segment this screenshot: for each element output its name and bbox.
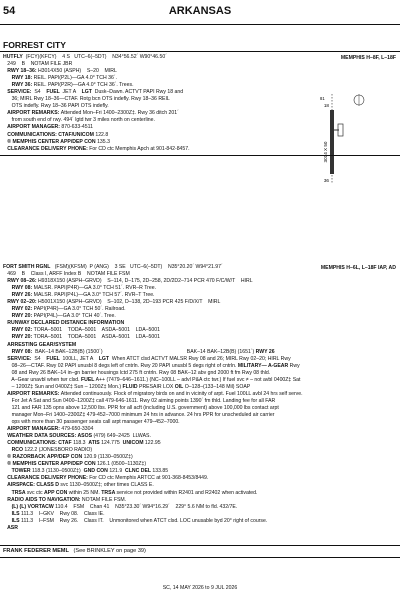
entry-text: RWY 18: <box>3 75 34 82</box>
entry-text: REIL. PAPI(P2L)—GA 4.0° TCH 36´. <box>33 75 117 82</box>
entry-text: 121.9 <box>109 468 126 475</box>
hutfly-airport-diagram <box>273 90 383 188</box>
entry-line <box>3 124 190 131</box>
entry-text: within 25 NM. <box>68 489 102 496</box>
entry-text: CLNC DEL <box>125 468 153 475</box>
entry-text: 08–26—CTAF. Rwy 02 PAPI unusbl 8 degs left of cntrln. Rwy 20 PAPI unusbl 5 degs right of cntrln. <box>3 362 238 369</box>
entry-text: FORT SMITH RGNL <box>3 264 51 270</box>
entry-text: A++ (7479–646–1611.) (NC–100LL – advl P&A ctc twr.) If fuel svc ≠ – not avbl 0400Z‡ Sat <box>94 376 301 383</box>
entry-text: service not provided within R2401 and R2402 when activated. <box>116 489 258 496</box>
entry-text: Attended continuously. Flock of migratory birds on and in vicinity of arpt. Fuel 100LL avbl 24 hrs self serve. <box>60 390 303 397</box>
entry-line <box>3 398 303 405</box>
entry-text: PAPI(P4L)—GA 3.0° TCH 40´. Tree. <box>33 313 116 320</box>
page-number: 54 <box>3 5 16 17</box>
entry-text: ® MEMPHIS CENTER APP/DEP CON <box>3 461 98 468</box>
entry-line <box>3 285 303 292</box>
entry-text: svc ctc <box>26 489 44 496</box>
entry-text: 118.3 (1130–0500Z‡) <box>32 468 84 475</box>
entry-text: FUEL <box>81 376 95 383</box>
entry-text: For CD ctc Memphis ARTCC at 901-368-8453/8449. <box>89 475 209 482</box>
entry-text: OIL <box>174 383 184 390</box>
entry-text: RWY 20: <box>3 334 34 341</box>
entry-line <box>3 110 190 117</box>
entry-text: RADIO AIDS TO NAVIGATION: <box>3 496 82 503</box>
entry-line <box>3 75 190 82</box>
entry-text: H3014X50 (ASPH) S–20 MIRL <box>37 68 117 75</box>
entry-text: FUEL <box>46 89 62 96</box>
entry-text: MILITARY— A-GEAR <box>237 362 289 369</box>
entry-line <box>3 61 190 68</box>
entry-line <box>3 504 303 511</box>
runway-end-36-label: 36 <box>323 178 329 183</box>
entry-line <box>3 525 303 532</box>
page-header <box>0 0 400 25</box>
entry-line <box>3 82 190 89</box>
runway-18-36 <box>330 110 334 174</box>
entry-text: ARRESTING GEAR/SYSTEM <box>3 341 77 348</box>
entry-text: BAK–14 BAK–12B(B) (1500´) BAK–14 BAK–12B(B) (1651´) <box>33 348 256 355</box>
entry-text: (See BRINKLEY on page 39) <box>68 548 146 554</box>
entry-text: When ATCT clsd ACTVT MALSR Rwy 08 and 26; MIRL Rwy 02–20; HIRL Rwy <box>110 355 291 362</box>
entry-text: RUNWAY DECLARED DISTANCE INFORMATION <box>3 320 125 327</box>
entry-text: FRANK FEDERER MEML <box>3 548 69 554</box>
entry-text: RWY 08: <box>3 348 34 355</box>
entry-text: ® MEMPHIS CENTER APP/DEP CON <box>3 138 98 145</box>
entry-text: RCO <box>3 447 25 454</box>
entry-text: For CD ctc Memphis Apch at 901-842-8457. <box>89 145 190 152</box>
entry-text: CLEARANCE DELIVERY PHONE: <box>3 475 90 482</box>
city-heading: FORREST CITY <box>3 40 67 50</box>
hutfly-airport-entry <box>3 54 190 153</box>
entry-text: 135.3 <box>97 138 110 145</box>
entry-text: 118.3 <box>73 440 89 447</box>
entry-line <box>3 264 303 271</box>
entry-text: 100LL, JET A <box>61 355 99 362</box>
entry-line <box>3 271 303 278</box>
entry-line <box>3 384 303 391</box>
entry-text: SERVICE: <box>3 355 33 362</box>
entry-text: Rwy <box>288 362 300 369</box>
entry-text: A–Gear unavbl when twr clsd. <box>3 376 82 383</box>
entry-text: (L) (L) VORTACW <box>3 503 56 510</box>
entry-line <box>3 363 303 370</box>
entry-text: For Jet A Sat and Sun 0400–1200Z‡ call 479-646-1611. Rwy 02 aiming points 1390´ fm thld. Landing fee for all FAR <box>3 397 276 404</box>
entry-text: 36; MIRL Rwy 18–36—CTAF. Rotg bcn OTS indefly. Rwy 18–36 REIL <box>3 96 170 103</box>
entry-text: TORA–5001 TODA–5001 ASDA–5001 LDA–5001 <box>33 327 160 334</box>
entry-text: PAPI(P4R)—GA 3.0° TCH 50´. Railroad. <box>33 306 126 313</box>
entry-text: RWY 02: <box>3 306 34 313</box>
entry-text: – 1200Z‡ Sun and 0400Z‡ Sun – 1200Z‡ Mon.) <box>3 383 123 390</box>
entry-text: CLEARANCE DELIVERY PHONE: <box>3 145 90 152</box>
runway-end-elevation: 81 <box>320 96 325 101</box>
runway-end-18-label: 18 <box>323 103 329 108</box>
entry-text: ILS <box>3 510 21 517</box>
divider <box>0 155 400 156</box>
entry-text: 122.95 <box>144 440 161 447</box>
entry-text: TORA–5001 TODA–5001 ASDA–5001 LDA–5001 <box>33 334 160 341</box>
entry-text: NOTAM FILE FSM. <box>81 496 127 503</box>
entry-line <box>3 419 303 426</box>
entry-line <box>3 356 303 363</box>
entry-line <box>3 103 190 110</box>
entry-line <box>3 117 190 124</box>
entry-line <box>3 342 303 349</box>
entry-text: RWY 08–26: <box>3 278 38 285</box>
entry-line <box>3 475 303 482</box>
entry-text: (479) 649–2425 LLWAS. <box>93 433 151 440</box>
entry-text: ATIS <box>88 440 102 447</box>
entry-text: AIRSPACE: CLASS D <box>3 482 61 489</box>
entry-line <box>3 426 303 433</box>
entry-text: 122.8 <box>95 131 109 138</box>
entry-text: 124.775 <box>101 440 123 447</box>
entry-text: 122.2 (JONESBORO RADIO) <box>24 447 93 454</box>
entry-line <box>3 405 303 412</box>
entry-line <box>3 433 303 440</box>
entry-line <box>3 482 303 489</box>
entry-line <box>3 461 303 468</box>
fort-smith-airport-entry <box>3 264 303 532</box>
entry-text: TRSA <box>101 489 117 496</box>
entry-text: RWY 20: <box>3 313 34 320</box>
entry-line <box>3 327 303 334</box>
entry-text: AIRPORT REMARKS: <box>3 390 61 397</box>
entry-line <box>3 278 303 285</box>
runway-dimension-label: 3014 X 50 <box>323 141 328 163</box>
entry-text: COMMUNICATIONS: CTAF <box>3 440 74 447</box>
entry-text: (FCY)(KFCY) 4 S UTC–6(–5DT) N34°56.52´ W90°46.50´ <box>22 54 167 60</box>
entry-line <box>3 306 303 313</box>
entry-text: REIL. PAPI(P2R)—GA 4.0° TCH 36´. Trees. <box>33 82 134 89</box>
state-title: ARKANSAS <box>168 5 232 17</box>
entry-text: RWY 02–20: <box>3 299 38 306</box>
entry-line <box>3 68 190 75</box>
entry-text: RWY 18–36: <box>3 68 38 75</box>
entry-text: TOWER <box>3 468 33 475</box>
entry-text: S4 <box>32 89 47 96</box>
entry-text: OTS indefly. Rwy 18–36 PAPI OTS indefly. <box>3 103 109 110</box>
entry-line <box>3 313 303 320</box>
entry-text: JET A <box>61 89 82 96</box>
entry-text: (FSM)(KFSM) P (ANG) 3 SE UTC–6(–5DT) N35°20.20´ W94°21.97´ <box>50 264 223 270</box>
entry-text: svc 1130–0500Z‡; other times CLASS E. <box>60 482 154 489</box>
entry-text: H5001X150 (ASPH–GRVD) S–102, D–138, 2D–193 PCR 425 F/D/X/T MIRL <box>37 299 221 306</box>
entry-text: RWY 36: <box>3 82 34 89</box>
entry-text: AIRPORT MANAGER: <box>3 426 62 433</box>
entry-line <box>3 349 303 356</box>
entry-text: from south end of rwy. 494´ lgtd twr 3 miles north on centerline. <box>3 117 155 124</box>
entry-line <box>3 490 303 497</box>
entry-text: FUEL <box>46 355 62 362</box>
entry-text: 479-650-3304 <box>61 426 94 433</box>
entry-line <box>3 391 303 398</box>
entry-text: 121 and FAR 135 opns above 12,500 lbs. PPR for all acft (including U.S. government) above 100,000 lbs contact arpt <box>3 404 279 411</box>
entry-text: UNICOM <box>122 440 145 447</box>
divider <box>0 51 400 52</box>
entry-text: O–128–(133–148 Mil) SOAP <box>183 383 251 390</box>
publication-dates: SC, 14 MAY 2026 to 9 JUL 2026 <box>162 585 238 591</box>
entry-text: Dusk–Dawn. ACTVT PAPI Rwy 18 and <box>93 89 184 96</box>
entry-text: manager Mon–Fri 1400–2300Z‡ 479-452–7000 minimum 24 hrs in advance. 24 hrs PPR for unscheduled air carrier <box>3 411 275 418</box>
entry-text: ops with more than 30 passenger seats call arpt manager 479–452–7000. <box>3 419 180 426</box>
entry-text: ILS <box>3 517 21 524</box>
divider <box>0 545 400 546</box>
entry-text: RWY 26 <box>255 348 275 355</box>
entry-line <box>3 132 190 139</box>
entry-text: SERVICE: <box>3 89 33 96</box>
entry-text: PRESAIR LOX <box>137 383 175 390</box>
entry-line <box>3 54 190 61</box>
entry-text: TRSA <box>3 489 27 496</box>
entry-text: 249 B NOTAM FILE JBR <box>3 61 73 68</box>
entry-text: RWY 02: <box>3 327 34 334</box>
entry-text: GND CON <box>83 468 110 475</box>
entry-text: 126.1 (0500–1130Z‡) <box>97 461 147 468</box>
entry-line <box>3 370 303 377</box>
entry-text: S4 <box>32 355 47 362</box>
entry-line <box>3 468 303 475</box>
entry-text: APP CON <box>43 489 69 496</box>
entry-text: 469 B Class I, ARFF Index B NOTAM FILE FSM <box>3 271 130 278</box>
entry-line <box>3 497 303 504</box>
entry-line <box>3 334 303 341</box>
entry-line <box>3 518 303 525</box>
entry-text: ® RAZORBACK APP/DEP CON <box>3 454 84 461</box>
entry-text: 08 and Rwy 26 BAK–14 in–gn barrier housings lctd 275 ft cntrln. Rwy 08 BAK–12 abv gnd 2000 ft fm Rwy 08 thld. <box>3 369 271 376</box>
entry-text: MALSR. PAPI(P4L)—GA 3.0° TCH 57´. RVR–T Tree. <box>33 292 155 299</box>
entry-text: RWY 26: <box>3 292 34 299</box>
entry-text: 870-633-4511 <box>61 124 93 131</box>
frank-federer-entry <box>3 548 146 554</box>
fort-smith-chart-refs: MEMPHIS H–6L, L–18F IAP, AD <box>320 265 396 271</box>
entry-line <box>3 292 303 299</box>
entry-line <box>3 440 303 447</box>
entry-text: AIRPORT MANAGER: <box>3 124 62 131</box>
entry-text: HUTFLY <box>3 54 23 60</box>
entry-text: LGT <box>98 355 111 362</box>
entry-line <box>3 320 303 327</box>
entry-line <box>3 511 303 518</box>
divider <box>0 557 400 558</box>
entry-line <box>3 146 190 153</box>
entry-text: 133.85 <box>152 468 169 475</box>
entry-line <box>3 139 190 146</box>
entry-text: COMMUNICATIONS: CTAF/UNICOM <box>3 131 96 138</box>
entry-line <box>3 96 190 103</box>
entry-text: MALSR. PAPI(P4R)—GA 3.0° TCH 51´. RVR–R Tree. <box>33 285 156 292</box>
entry-line <box>3 89 190 96</box>
entry-text: 111.3 I–GKV Rwy 08. Class IE. <box>21 510 105 517</box>
entry-text: 111.3 I–FSM Rwy 26. Class IT. Unmonitored when ATCT clsd. LOC unusable byd 20° right of course. <box>21 517 268 524</box>
entry-line <box>3 299 303 306</box>
entry-text: 110.4 FSM Chan 41 N35°23.30´ W94°16.29´ 229° 5.6 NM to fld. 432/7E. <box>55 503 238 510</box>
entry-text: RWY 08: <box>3 285 34 292</box>
hutfly-chart-refs: MEMPHIS H–8F, L–18F <box>340 55 396 61</box>
entry-line <box>3 377 303 384</box>
entry-text: WEATHER DATA SOURCES: ASOS <box>3 433 94 440</box>
entry-line <box>3 412 303 419</box>
entry-text: LGT <box>81 89 94 96</box>
entry-text: 120.9 (1130–0500Z‡) <box>83 454 133 461</box>
entry-text: H9318X150 (ASPH–GRVD) S–114, D–175, 2D–258, 2D/2D2–714 PCR 470 F/C/W/T HIRL <box>37 278 253 285</box>
entry-text: ASR <box>3 524 18 531</box>
entry-text: AIRPORT REMARKS: <box>3 110 61 117</box>
entry-text: FLUID <box>122 383 138 390</box>
entry-text: Attended Mon–Fri 1400–2300Z‡. Rwy 36 ditch 201´ <box>60 110 179 117</box>
